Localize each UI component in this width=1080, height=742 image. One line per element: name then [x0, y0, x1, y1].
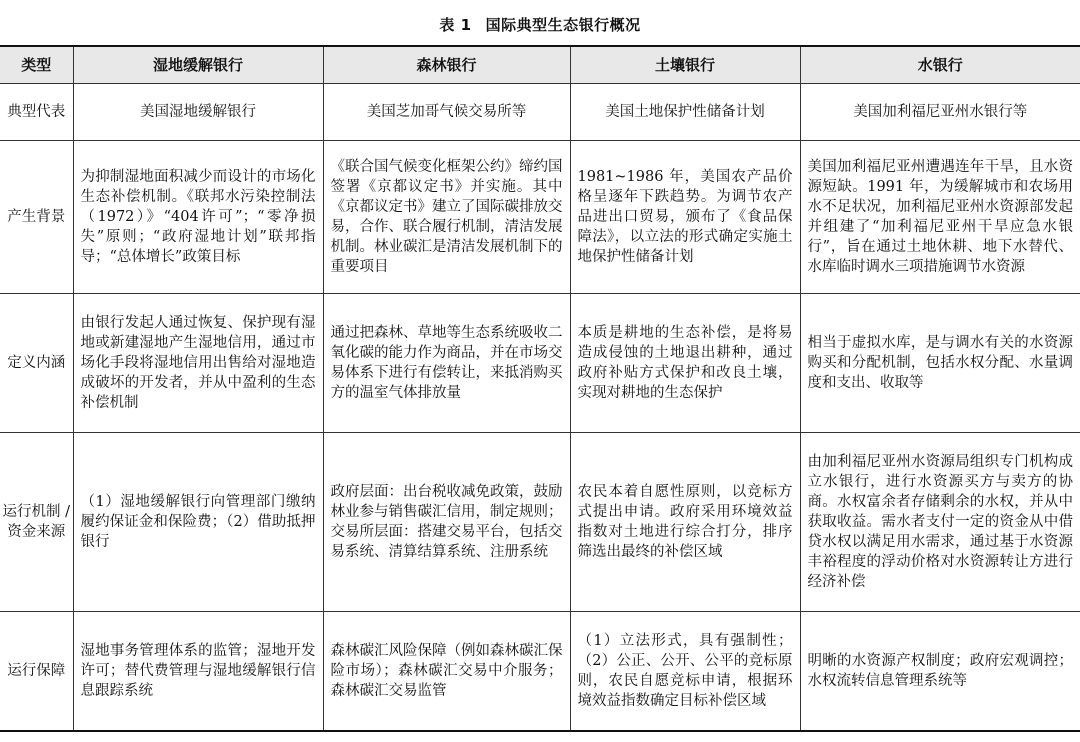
row-label-safeguards: 运行保障	[0, 612, 73, 732]
table-cell: 《联合国气候变化框架公约》缔约国签署《京都议定书》并实施。其中《京都议定书》建立了国际碳排放交易，合作、联合履行机制，清洁发展机制。林业碳汇是清洁发展机制下的重要项目	[323, 141, 570, 294]
table-cell: 森林碳汇风险保障（例如森林碳汇保险市场）；森林碳汇交易中介服务；森林碳汇交易监管	[323, 612, 570, 732]
table-cell: 由加利福尼亚州水资源局组织专门机构成立水银行，进行水资源买方与卖方的协商。水权富余者存储剩余的水权，并从中获取收益。需水者支付一定的资金从中借贷水权以满足用水需求，通过基于水资源丰裕程度的浮动价格对水资源转让方进行经济补偿	[800, 433, 1080, 612]
row-label-representative: 典型代表	[0, 84, 73, 141]
table-cell: 为抑制湿地面积减少而设计的市场化生态补偿机制。《联邦水污染控制法（1972）》“404许可”；“零净损失”原则；“政府湿地计划”联邦指导；“总体增长”政策目标	[73, 141, 323, 294]
table-cell: 美国湿地缓解银行	[73, 84, 323, 141]
table-row	[0, 433, 1080, 612]
table-cell: 农民本着自愿性原则，以竞标方式提出申请。政府采用环境效益指数对土地进行综合打分，排序筛选出最终的补偿区域	[570, 433, 800, 612]
row-label-mechanism: 运行机制 / 资金来源	[0, 433, 73, 612]
column-header-soil-bank: 土壤银行	[570, 46, 800, 84]
table-cell: 本质是耕地的生态补偿，是将易造成侵蚀的土地退出耕种，通过政府补贴方式保护和改良土壤，实现对耕地的生态保护	[570, 294, 800, 433]
table-row	[0, 141, 1080, 294]
table-cell: 1981~1986 年，美国农产品价格呈逐年下跌趋势。为调节农产品进出口贸易，颁布了《食品保障法》，以立法的形式确定实施土地保护性储备计划	[570, 141, 800, 294]
table-cell: 美国加利福尼亚州水银行等	[800, 84, 1080, 141]
column-header-type: 类型	[0, 46, 73, 84]
table-row	[0, 294, 1080, 433]
column-header-forest-bank: 森林银行	[323, 46, 570, 84]
row-label-background: 产生背景	[0, 141, 73, 294]
table-caption	[0, 14, 1080, 35]
table-cell: 美国芝加哥气候交易所等	[323, 84, 570, 141]
row-label-definition: 定义内涵	[0, 294, 73, 433]
table-cell: 明晰的水资源产权制度；政府宏观调控；水权流转信息管理系统等	[800, 612, 1080, 732]
table-row	[0, 612, 1080, 732]
table-cell: 由银行发起人通过恢复、保护现有湿地或新建湿地产生湿地信用，通过市场化手段将湿地信用出售给对湿地造成破坏的开发者，并从中盈利的生态补偿机制	[73, 294, 323, 433]
table-row	[0, 84, 1080, 141]
column-header-water-bank: 水银行	[800, 46, 1080, 84]
table-title: 国际典型生态银行概况	[485, 16, 641, 34]
table-header-row	[0, 46, 1080, 84]
table-cell: 美国加利福尼亚州遭遇连年干旱，且水资源短缺。1991 年，为缓解城市和农场用水不足状况，加利福尼亚州水资源部发起并组建了“加利福尼亚州干旱应急水银行”，旨在通过土地休耕、地下水替代、水库临时调水三项措施调节水资源	[800, 141, 1080, 294]
table-cell: （1）立法形式，具有强制性；（2）公正、公开、公平的竞标原则，农民自愿竞标申请，根据环境效益指数确定目标补偿区域	[570, 612, 800, 732]
table-cell: 通过把森林、草地等生态系统吸收二氧化碳的能力作为商品，并在市场交易体系下进行有偿转让，来抵消购买方的温室气体排放量	[323, 294, 570, 433]
table-number: 表 1	[439, 16, 472, 34]
table-cell: 湿地事务管理体系的监管；湿地开发许可；替代费管理与湿地缓解银行信息跟踪系统	[73, 612, 323, 732]
ecological-bank-table	[0, 45, 1080, 732]
table-cell: 美国土地保护性储备计划	[570, 84, 800, 141]
table-cell: （1）湿地缓解银行向管理部门缴纳履约保证金和保险费；（2）借助抵押银行	[73, 433, 323, 612]
column-header-wetland-bank: 湿地缓解银行	[73, 46, 323, 84]
table-cell: 政府层面：出台税收减免政策，鼓励林业参与销售碳汇信用，制定规则；交易所层面：搭建交易平台，包括交易系统、清算结算系统、注册系统	[323, 433, 570, 612]
table-cell: 相当于虚拟水库，是与调水有关的水资源购买和分配机制，包括水权分配、水量调度和支出、收取等	[800, 294, 1080, 433]
